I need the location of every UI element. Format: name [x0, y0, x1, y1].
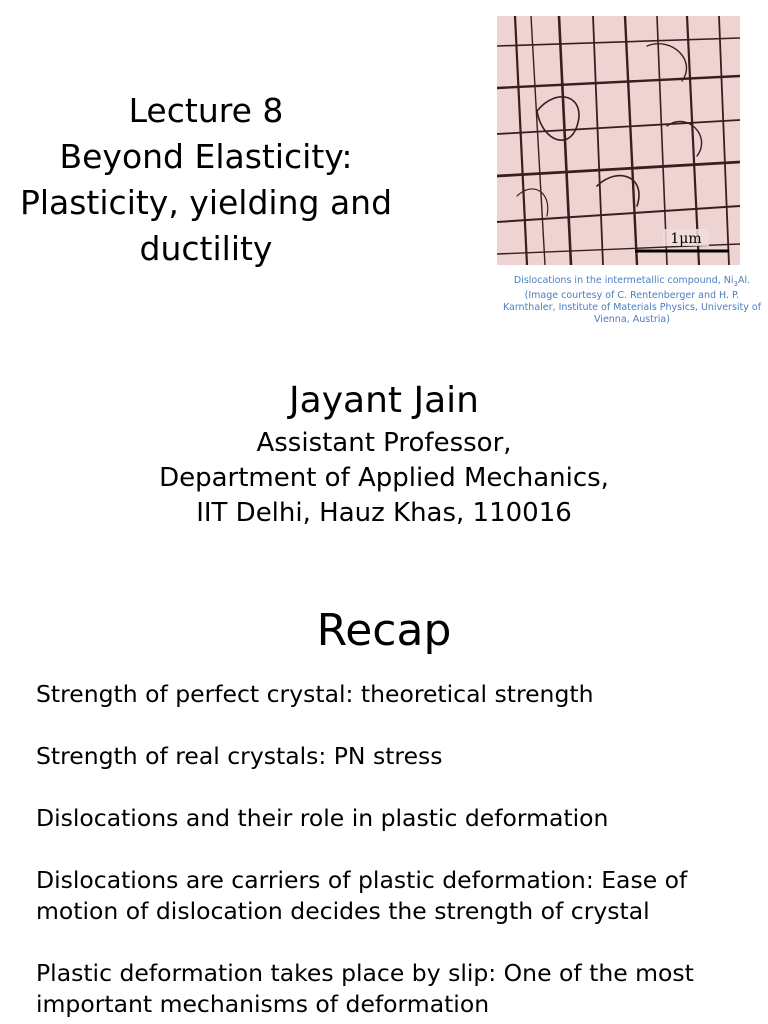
recap-item: Dislocations are carriers of plastic deformation: Ease of motion of dislocation decides the strength of crystal	[36, 866, 688, 925]
title-line: ductility	[139, 229, 273, 268]
author-position: Assistant Professor,	[256, 428, 512, 458]
title-line: Beyond Elasticity:	[59, 137, 353, 176]
scale-bar-label: 1μm	[670, 231, 702, 247]
author-address: IIT Delhi, Hauz Khas, 110016	[196, 498, 572, 528]
recap-heading: Recap	[316, 605, 452, 656]
caption-line: Dislocations in the intermetallic compound, $Ni_3Al$.	[513, 275, 751, 288]
author-info	[0, 376, 768, 531]
lecture-title	[0, 88, 412, 272]
recap-item: Plastic deformation takes place by slip: One of the most important mechanisms of deformation	[36, 959, 694, 1018]
recap-item: Strength of real crystals: PN stress	[36, 742, 443, 770]
author-department: Department of Applied Mechanics,	[159, 463, 609, 493]
author-name: Jayant Jain	[289, 380, 479, 421]
caption-line: Karnthaler, Institute of Materials Physics, University of	[502, 301, 762, 313]
figure-caption	[496, 275, 768, 326]
recap-item: Dislocations and their role in plastic deformation	[36, 804, 609, 832]
title-line: Plasticity, yielding and	[19, 183, 393, 222]
caption-line: Vienna, Austria)	[594, 313, 670, 325]
recap-item: Strength of perfect crystal: theoretical strength	[36, 680, 594, 708]
title-line: Lecture 8	[128, 91, 284, 130]
dislocation-micrograph	[497, 16, 740, 265]
caption-line: (Image courtesy of C. Rentenberger and H. P.	[524, 289, 740, 301]
